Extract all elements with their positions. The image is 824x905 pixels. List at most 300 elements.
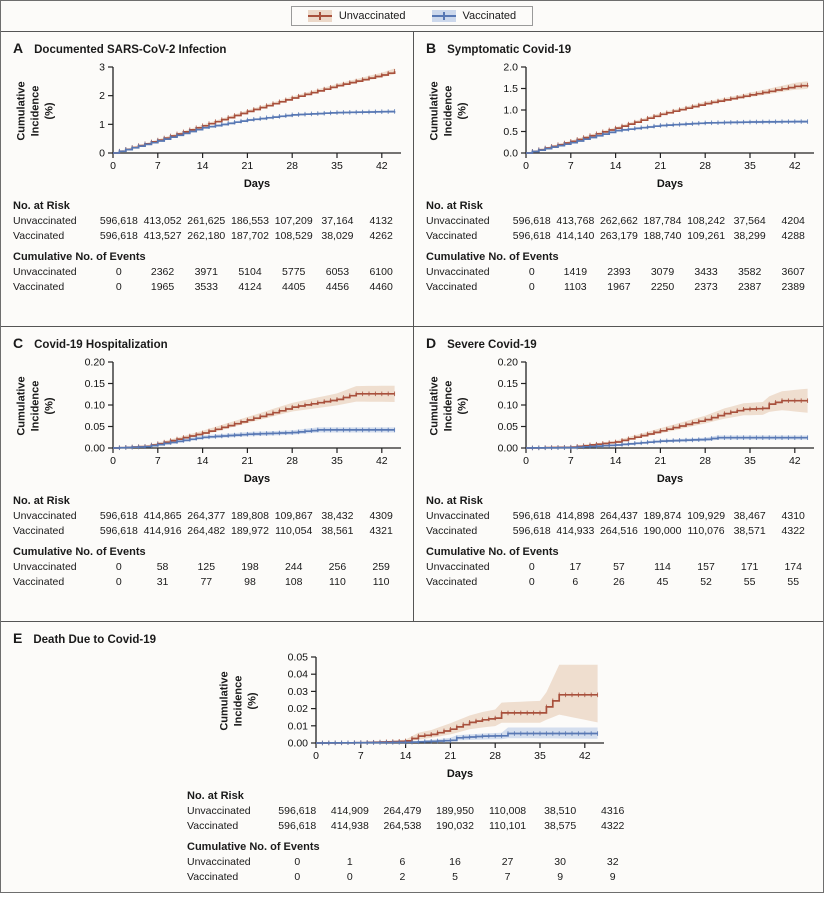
cell-value: 0 — [115, 576, 122, 588]
row-label: Vaccinated — [426, 576, 478, 588]
svg-text:0.02: 0.02 — [287, 703, 308, 716]
cell-value: 4204 — [781, 215, 805, 227]
y-axis-label: Cumulative Incidence (%) — [218, 671, 258, 731]
at-risk-row — [13, 214, 403, 229]
cell-value: 4132 — [369, 215, 393, 227]
legend-item-unvaccinated — [308, 10, 406, 22]
y-axis-label: Cumulative Incidence (%) — [428, 81, 468, 141]
svg-text:0.00: 0.00 — [84, 442, 105, 455]
row-label: Vaccinated — [13, 230, 65, 242]
at-risk-row — [13, 509, 403, 524]
cell-value: 2 — [399, 871, 406, 883]
svg-text:0.04: 0.04 — [287, 668, 308, 681]
cell-value: 189,874 — [643, 510, 682, 522]
svg-text:Days: Days — [656, 178, 684, 190]
km-plot — [59, 59, 407, 193]
svg-text:7: 7 — [567, 455, 574, 467]
cell-value: 4460 — [369, 281, 393, 293]
panel-title: Death Due to Covid-19 — [33, 634, 157, 646]
legend-label: Vaccinated — [462, 10, 517, 22]
svg-text:14: 14 — [196, 455, 209, 467]
cell-value: 77 — [200, 576, 213, 588]
cell-value: 38,561 — [321, 525, 354, 537]
cell-value: 16 — [449, 856, 461, 868]
svg-text:0.20: 0.20 — [84, 356, 105, 369]
svg-text:0: 0 — [99, 147, 105, 160]
svg-text:Days: Days — [446, 768, 474, 780]
panel-title: Severe Covid-19 — [447, 339, 537, 351]
km-plot — [472, 354, 820, 488]
row-label: Vaccinated — [187, 871, 239, 883]
cell-value: 4310 — [781, 510, 805, 522]
cell-value: 3582 — [737, 266, 762, 278]
cell-value: 261,625 — [187, 215, 226, 227]
cell-value: 414,898 — [556, 510, 595, 522]
cell-value: 596,618 — [512, 510, 551, 522]
legend — [1, 1, 823, 32]
cell-value: 171 — [740, 561, 759, 573]
svg-text:28: 28 — [489, 750, 502, 762]
svg-text:42: 42 — [375, 455, 388, 467]
cell-value: 189,972 — [231, 525, 269, 537]
cell-value: 114 — [654, 561, 671, 573]
cell-value: 0 — [528, 266, 535, 278]
svg-text:0: 0 — [313, 750, 319, 762]
panel-c — [1, 327, 413, 621]
svg-text:7: 7 — [567, 160, 574, 172]
cell-value: 108 — [284, 576, 303, 588]
vaccinated-swatch-icon — [432, 10, 456, 22]
events-row — [13, 575, 403, 590]
svg-text:0.20: 0.20 — [497, 356, 518, 369]
cell-value: 110 — [372, 576, 390, 588]
risk-table — [13, 495, 403, 590]
cell-value: 37,164 — [321, 215, 354, 227]
cell-value: 596,618 — [278, 805, 317, 817]
cell-value: 108,242 — [687, 215, 726, 227]
svg-text:35: 35 — [744, 455, 756, 467]
cell-value: 596,618 — [512, 525, 551, 537]
cell-value: 109,867 — [274, 510, 313, 522]
panel-b-chart — [426, 59, 815, 193]
row-label: Unvaccinated — [187, 805, 251, 817]
at-risk-heading: No. at Risk — [426, 495, 483, 507]
svg-text:0.05: 0.05 — [497, 421, 518, 433]
y-axis-label: Cumulative Incidence (%) — [15, 376, 55, 436]
cell-value: 190,032 — [436, 820, 474, 832]
svg-text:21: 21 — [654, 455, 667, 467]
legend-box — [291, 6, 533, 26]
cell-value: 0 — [528, 281, 535, 293]
cell-value: 45 — [656, 576, 669, 588]
svg-text:1.0: 1.0 — [503, 104, 518, 117]
svg-text:0: 0 — [110, 160, 116, 172]
cell-value: 26 — [613, 576, 625, 588]
events-heading: Cumulative No. of Events — [426, 546, 559, 558]
at-risk-row — [13, 524, 403, 539]
y-axis-label: Cumulative Incidence (%) — [428, 376, 468, 436]
cell-value: 0 — [115, 281, 122, 293]
cell-value: 9 — [557, 871, 564, 883]
events-row — [13, 560, 403, 575]
events-row — [187, 855, 639, 870]
y-axis-label: Cumulative Incidence (%) — [15, 81, 55, 141]
panel-d — [413, 327, 824, 621]
cell-value: 4322 — [781, 525, 805, 537]
panel-letter: B — [426, 40, 437, 56]
cell-value: 1 — [346, 856, 353, 868]
panel-letter: A — [13, 40, 24, 56]
cell-value: 38,571 — [733, 525, 766, 537]
cell-value: 4456 — [325, 281, 350, 293]
at-risk-row — [426, 509, 815, 524]
row-label: Unvaccinated — [13, 266, 77, 278]
at-risk-row — [426, 214, 815, 229]
cell-value: 2373 — [694, 281, 718, 293]
cell-value: 0 — [115, 266, 122, 278]
cell-value: 263,179 — [599, 230, 638, 242]
events-heading: Cumulative No. of Events — [187, 841, 320, 853]
cell-value: 5 — [452, 871, 458, 883]
cell-value: 0 — [528, 561, 535, 573]
cell-value: 27 — [501, 856, 514, 868]
svg-text:0: 0 — [523, 455, 529, 467]
svg-text:28: 28 — [286, 455, 299, 467]
cell-value: 1103 — [564, 281, 587, 293]
cell-value: 259 — [372, 561, 390, 573]
cell-value: 596,618 — [512, 230, 551, 242]
svg-text:0.00: 0.00 — [287, 737, 308, 750]
events-row — [426, 265, 815, 280]
cell-value: 38,029 — [321, 230, 354, 242]
cell-value: 186,553 — [231, 215, 269, 227]
svg-text:0.15: 0.15 — [497, 378, 518, 390]
cell-value: 55 — [787, 576, 800, 588]
cell-value: 244 — [284, 561, 303, 573]
cell-value: 4405 — [282, 281, 306, 293]
svg-text:0.05: 0.05 — [287, 651, 308, 664]
cell-value: 4321 — [369, 525, 393, 537]
cell-value: 413,052 — [143, 215, 182, 227]
risk-table — [13, 200, 403, 295]
cell-value: 157 — [697, 561, 715, 573]
km-plot — [262, 649, 610, 783]
cell-value: 596,618 — [99, 215, 138, 227]
cell-value: 414,933 — [556, 525, 595, 537]
legend-label: Unvaccinated — [338, 10, 406, 22]
panel-e — [1, 622, 823, 892]
panel-c-header — [13, 335, 403, 351]
cell-value: 2250 — [650, 281, 675, 293]
cell-value: 6100 — [369, 266, 393, 278]
cell-value: 4262 — [369, 230, 393, 242]
panel-a-header — [13, 40, 403, 56]
svg-text:28: 28 — [699, 455, 712, 467]
cell-value: 264,538 — [383, 820, 422, 832]
panel-title: Documented SARS-CoV-2 Infection — [34, 44, 227, 56]
svg-text:Days: Days — [243, 473, 271, 485]
cell-value: 110,101 — [488, 820, 527, 832]
panel-letter: E — [13, 630, 23, 646]
cell-value: 189,808 — [231, 510, 269, 522]
cell-value: 596,618 — [278, 820, 317, 832]
cell-value: 3607 — [781, 266, 805, 278]
cell-value: 38,510 — [544, 805, 577, 817]
cell-value: 596,618 — [99, 525, 138, 537]
cell-value: 2362 — [150, 266, 175, 278]
row-label: Vaccinated — [426, 525, 478, 537]
svg-text:1: 1 — [99, 118, 105, 131]
svg-text:0.0: 0.0 — [503, 147, 518, 160]
cell-value: 256 — [328, 561, 347, 573]
cell-value: 413,768 — [556, 215, 595, 227]
cell-value: 0 — [528, 576, 535, 588]
svg-text:0.05: 0.05 — [84, 421, 105, 433]
svg-text:Days: Days — [656, 473, 684, 485]
cell-value: 38,467 — [733, 510, 766, 522]
svg-text:0: 0 — [110, 455, 116, 467]
cell-value: 4309 — [369, 510, 393, 522]
svg-text:28: 28 — [286, 160, 299, 172]
panel-e-chart — [216, 649, 610, 783]
cell-value: 5104 — [238, 266, 262, 278]
panel-a — [1, 32, 413, 326]
row-label: Unvaccinated — [426, 266, 490, 278]
svg-text:42: 42 — [788, 455, 801, 467]
panel-letter: C — [13, 335, 24, 351]
cell-value: 110,008 — [488, 805, 527, 817]
panel-c-chart — [13, 354, 403, 488]
svg-text:28: 28 — [699, 160, 712, 172]
cell-value: 188,740 — [643, 230, 682, 242]
risk-table — [426, 495, 815, 590]
cell-value: 596,618 — [99, 230, 138, 242]
at-risk-row — [426, 229, 815, 244]
at-risk-heading: No. at Risk — [13, 495, 70, 507]
panel-e-header — [13, 630, 813, 646]
cell-value: 414,865 — [143, 510, 182, 522]
row-label: Unvaccinated — [426, 561, 490, 573]
row-ab — [1, 32, 823, 327]
cell-value: 596,618 — [512, 215, 551, 227]
risk-table — [426, 200, 815, 295]
panel-letter: D — [426, 335, 437, 351]
row-label: Unvaccinated — [187, 856, 251, 868]
cell-value: 414,916 — [143, 525, 182, 537]
svg-text:42: 42 — [788, 160, 801, 172]
cell-value: 31 — [156, 576, 169, 588]
svg-text:2: 2 — [99, 90, 105, 103]
svg-text:14: 14 — [609, 160, 622, 172]
cell-value: 109,929 — [687, 510, 726, 522]
cell-value: 187,702 — [231, 230, 269, 242]
svg-text:0.03: 0.03 — [287, 685, 308, 698]
svg-text:35: 35 — [534, 750, 546, 762]
svg-text:21: 21 — [241, 455, 254, 467]
at-risk-row — [187, 804, 639, 819]
svg-text:35: 35 — [744, 160, 756, 172]
svg-text:42: 42 — [375, 160, 388, 172]
cell-value: 1419 — [563, 266, 588, 278]
panel-d-chart — [426, 354, 815, 488]
cell-value: 4322 — [601, 820, 625, 832]
cell-value: 414,909 — [330, 805, 369, 817]
row-label: Vaccinated — [13, 576, 65, 588]
cell-value: 414,938 — [330, 820, 369, 832]
at-risk-heading: No. at Risk — [13, 200, 70, 212]
cell-value: 125 — [197, 561, 216, 573]
svg-text:0.01: 0.01 — [287, 720, 308, 733]
panel-title: Covid-19 Hospitalization — [34, 339, 168, 351]
km-plot — [59, 354, 407, 488]
cell-value: 1965 — [150, 281, 175, 293]
cell-value: 109,261 — [687, 230, 726, 242]
cell-value: 55 — [743, 576, 756, 588]
cell-value: 5775 — [282, 266, 306, 278]
cell-value: 3433 — [694, 266, 718, 278]
cell-value: 6053 — [325, 266, 350, 278]
svg-text:7: 7 — [357, 750, 364, 762]
cell-value: 98 — [244, 576, 256, 588]
at-risk-row — [426, 524, 815, 539]
risk-table — [187, 790, 639, 885]
cell-value: 2389 — [781, 281, 805, 293]
cell-value: 3079 — [650, 266, 675, 278]
svg-text:14: 14 — [399, 750, 412, 762]
cell-value: 596,618 — [99, 510, 138, 522]
row-label: Unvaccinated — [13, 510, 77, 522]
svg-text:21: 21 — [444, 750, 457, 762]
svg-text:7: 7 — [154, 160, 161, 172]
row-e — [1, 622, 823, 892]
cell-value: 264,482 — [187, 525, 226, 537]
cell-value: 264,377 — [187, 510, 226, 522]
cell-value: 9 — [609, 871, 616, 883]
row-cd — [1, 327, 823, 622]
at-risk-heading: No. at Risk — [187, 790, 244, 802]
cell-value: 32 — [606, 856, 619, 868]
cell-value: 110,076 — [687, 525, 725, 537]
cell-value: 58 — [156, 561, 169, 573]
cell-value: 57 — [613, 561, 625, 573]
svg-text:0.5: 0.5 — [503, 126, 518, 138]
events-heading: Cumulative No. of Events — [13, 251, 146, 263]
row-label: Vaccinated — [426, 230, 478, 242]
cell-value: 262,662 — [599, 215, 638, 227]
cell-value: 38,575 — [544, 820, 577, 832]
at-risk-row — [13, 229, 403, 244]
cell-value: 38,299 — [733, 230, 766, 242]
panel-d-header — [426, 335, 815, 351]
unvaccinated-swatch-icon — [308, 10, 332, 22]
cell-value: 174 — [784, 561, 802, 573]
km-plot — [472, 59, 820, 193]
svg-text:35: 35 — [331, 455, 343, 467]
cell-value: 2387 — [737, 281, 762, 293]
svg-text:14: 14 — [196, 160, 209, 172]
cell-value: 52 — [700, 576, 712, 588]
at-risk-heading: No. at Risk — [426, 200, 483, 212]
events-row — [13, 280, 403, 295]
cell-value: 264,479 — [383, 805, 422, 817]
svg-text:0.00: 0.00 — [497, 442, 518, 455]
cell-value: 110,054 — [275, 525, 313, 537]
cell-value: 0 — [294, 871, 301, 883]
cell-value: 6 — [572, 576, 579, 588]
cell-value: 198 — [241, 561, 259, 573]
events-heading: Cumulative No. of Events — [13, 546, 146, 558]
cell-value: 6 — [399, 856, 406, 868]
cell-value: 110 — [329, 576, 346, 588]
svg-text:35: 35 — [331, 160, 343, 172]
svg-text:21: 21 — [654, 160, 667, 172]
svg-text:3: 3 — [99, 61, 105, 74]
svg-text:2.0: 2.0 — [503, 61, 518, 74]
cell-value: 414,140 — [556, 230, 595, 242]
cell-value: 1967 — [607, 281, 631, 293]
events-row — [13, 265, 403, 280]
cell-value: 17 — [569, 561, 582, 573]
panel-a-chart — [13, 59, 403, 193]
cell-value: 30 — [554, 856, 566, 868]
cell-value: 108,529 — [274, 230, 313, 242]
panel-title: Symptomatic Covid-19 — [447, 44, 572, 56]
row-label: Unvaccinated — [13, 215, 77, 227]
row-label: Vaccinated — [187, 820, 239, 832]
legend-item-vaccinated — [432, 10, 517, 22]
cell-value: 262,180 — [187, 230, 226, 242]
at-risk-row — [187, 819, 639, 834]
row-label: Vaccinated — [13, 525, 65, 537]
cell-value: 2393 — [607, 266, 631, 278]
svg-text:0.10: 0.10 — [84, 399, 105, 412]
panel-b — [413, 32, 824, 326]
events-row — [426, 575, 815, 590]
svg-text:14: 14 — [609, 455, 622, 467]
cell-value: 3533 — [194, 281, 218, 293]
cell-value: 37,564 — [733, 215, 766, 227]
svg-text:42: 42 — [578, 750, 591, 762]
events-heading: Cumulative No. of Events — [426, 251, 559, 263]
svg-text:0.10: 0.10 — [497, 399, 518, 412]
cell-value: 264,437 — [599, 510, 638, 522]
row-label: Unvaccinated — [13, 561, 77, 573]
cell-value: 413,527 — [143, 230, 182, 242]
cell-value: 107,209 — [274, 215, 313, 227]
events-row — [426, 280, 815, 295]
row-label: Vaccinated — [13, 281, 65, 293]
row-label: Unvaccinated — [426, 510, 490, 522]
svg-text:1.5: 1.5 — [503, 83, 518, 95]
svg-text:0.15: 0.15 — [84, 378, 105, 390]
cell-value: 0 — [294, 856, 301, 868]
panel-b-header — [426, 40, 815, 56]
cell-value: 7 — [504, 871, 511, 883]
cell-value: 4124 — [238, 281, 262, 293]
cell-value: 187,784 — [643, 215, 682, 227]
cell-value: 0 — [115, 561, 122, 573]
svg-text:0: 0 — [523, 160, 529, 172]
row-label: Unvaccinated — [426, 215, 490, 227]
cell-value: 190,000 — [643, 525, 682, 537]
cell-value: 264,516 — [599, 525, 638, 537]
cell-value: 4316 — [601, 805, 625, 817]
svg-text:Days: Days — [243, 178, 271, 190]
cell-value: 189,950 — [436, 805, 474, 817]
cell-value: 0 — [346, 871, 353, 883]
svg-text:21: 21 — [241, 160, 254, 172]
svg-text:7: 7 — [154, 455, 161, 467]
